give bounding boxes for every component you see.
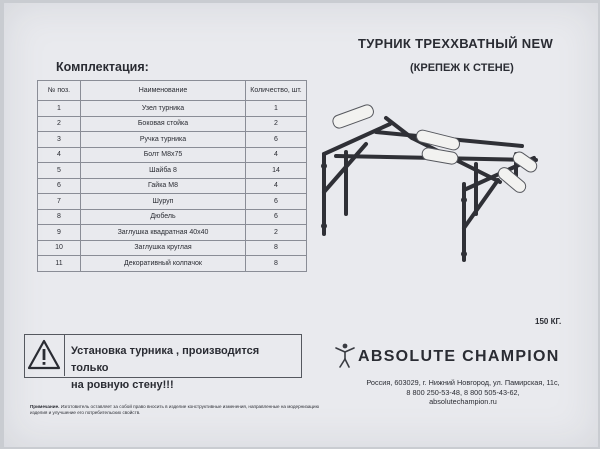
table-row xyxy=(38,178,307,194)
table-row xyxy=(38,163,307,179)
parts-table xyxy=(37,80,307,272)
footnote-text: Изготовитель оставляет за собой право вносить в изделие конструктивные изменения, направленные на модернизацию изделия и улучшение его потребительских свойств. xyxy=(30,404,320,415)
cell-name: Заглушка круглая xyxy=(81,240,246,256)
table-row xyxy=(38,240,307,256)
address-line: Россия, 603029, г. Нижний Новгород, ул. Памирская, 11с, xyxy=(366,378,560,387)
footnote xyxy=(30,404,320,416)
cell-qty: 14 xyxy=(246,163,307,179)
warning-line-2: на ровную стену!!! xyxy=(71,379,174,391)
table-row xyxy=(38,116,307,132)
cell-qty: 4 xyxy=(246,147,307,163)
product-title: ТУРНИК ТРЕХХВАТНЫЙ NEW xyxy=(358,36,554,51)
cell-name: Болт М8х75 xyxy=(81,147,246,163)
cell-pos: 10 xyxy=(38,240,81,256)
cell-pos: 8 xyxy=(38,209,81,225)
cell-pos: 3 xyxy=(38,132,81,148)
handle-grip xyxy=(331,104,375,130)
table-row xyxy=(38,147,307,163)
cell-pos: 11 xyxy=(38,256,81,272)
table-row xyxy=(38,194,307,210)
cell-qty: 2 xyxy=(246,225,307,241)
cell-pos: 2 xyxy=(38,116,81,132)
cell-qty: 8 xyxy=(246,240,307,256)
column-header-qty: Количество, шт. xyxy=(246,81,307,101)
table-row xyxy=(38,209,307,225)
cell-name: Шайба 8 xyxy=(81,163,246,179)
warning-triangle-icon xyxy=(24,334,65,376)
table-row xyxy=(38,256,307,272)
handle-grip xyxy=(415,129,461,151)
cell-qty: 2 xyxy=(246,116,307,132)
cell-name: Декоративный колпачок xyxy=(81,256,246,272)
athlete-logo-icon xyxy=(334,342,356,368)
cell-qty: 6 xyxy=(246,209,307,225)
cell-name: Узел турника xyxy=(81,101,246,117)
cell-pos: 1 xyxy=(38,101,81,117)
contact-info xyxy=(328,378,598,407)
pull-up-bar-illustration xyxy=(316,104,546,284)
kit-heading: Комплектация: xyxy=(56,60,149,74)
cell-name: Гайка М8 xyxy=(81,178,246,194)
cell-qty: 6 xyxy=(246,132,307,148)
warning-line-1: Установка турника , производится только xyxy=(71,345,260,374)
warning-text xyxy=(71,343,299,394)
cell-name: Дюбель xyxy=(81,209,246,225)
column-header-name: Наименование xyxy=(81,81,246,101)
table-header-row xyxy=(38,81,307,101)
website-line: absolutechampion.ru xyxy=(429,397,497,407)
cell-pos: 4 xyxy=(38,147,81,163)
cell-pos: 7 xyxy=(38,194,81,210)
phones-line: 8 800 250-53-48, 8 800 505-43-62, xyxy=(406,387,520,397)
cell-name: Ручка турника xyxy=(81,132,246,148)
table-row xyxy=(38,132,307,148)
cell-pos: 9 xyxy=(38,225,81,241)
cell-qty: 1 xyxy=(246,101,307,117)
cell-name: Заглушка квадратная 40х40 xyxy=(81,225,246,241)
column-header-pos: № поз. xyxy=(38,81,81,101)
table-row xyxy=(38,225,307,241)
cell-qty: 4 xyxy=(246,178,307,194)
cell-name: Боковая стойка xyxy=(81,116,246,132)
table-row xyxy=(38,101,307,117)
max-load-label: 150 КГ. xyxy=(535,317,562,326)
cell-name: Шуруп xyxy=(81,194,246,210)
cell-pos: 6 xyxy=(38,178,81,194)
cell-qty: 6 xyxy=(246,194,307,210)
cell-pos: 5 xyxy=(38,163,81,179)
cell-qty: 8 xyxy=(246,256,307,272)
footnote-label: Примечание. xyxy=(30,404,60,409)
product-subtitle: (КРЕПЕЖ К СТЕНЕ) xyxy=(410,62,514,74)
brand-name: ABSOLUTE CHAMPION xyxy=(358,348,560,365)
